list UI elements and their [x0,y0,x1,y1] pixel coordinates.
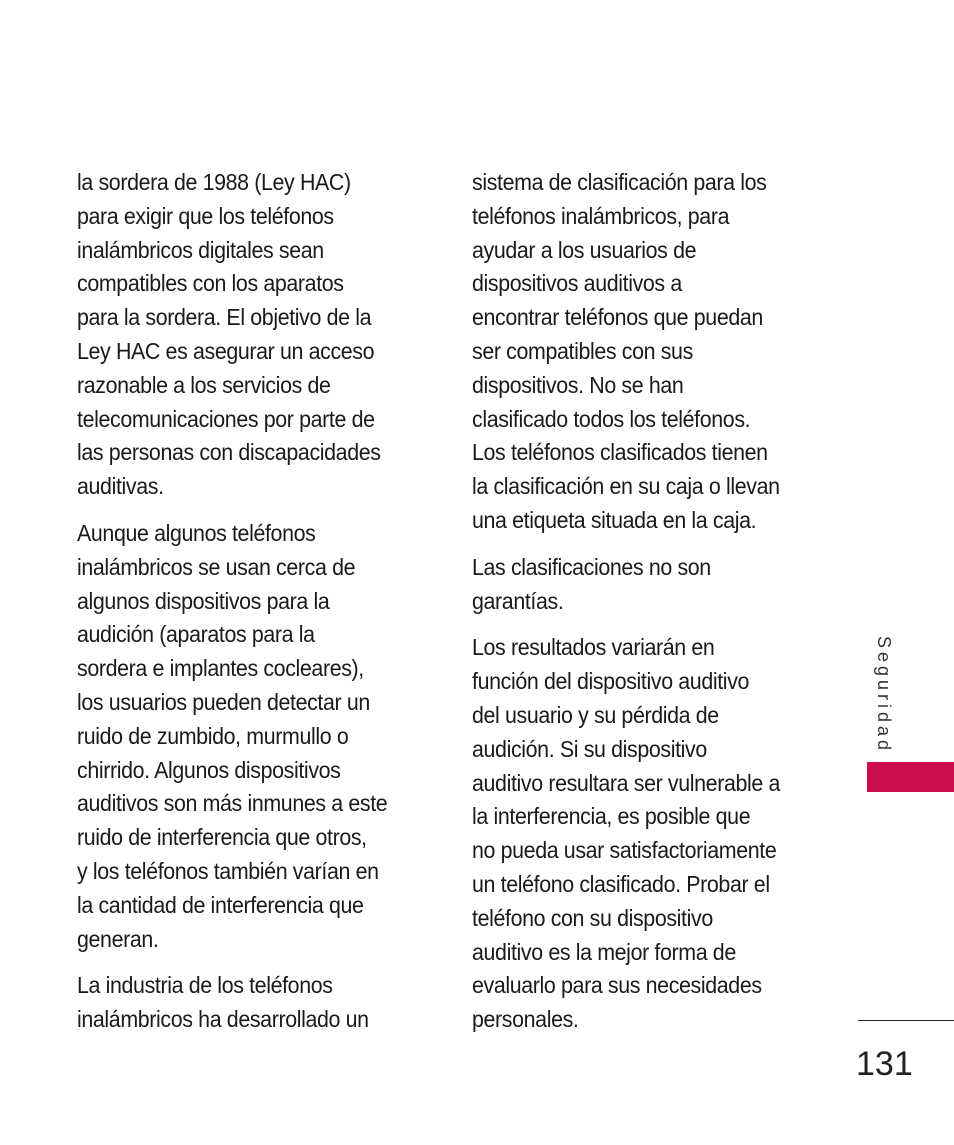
paragraph: sistema de clasificación para los teléfonos inalámbricos, para ayudar a los usuarios de dispositivos auditivos a encontrar teléfonos que puedan ser compatibles con sus dispositivos. No se han clasificado todos los teléfonos. Los teléfonos clasificados tienen la clasificación en su caja o llevan una etiqueta situada en la caja. [472,169,780,533]
paragraph: Los resultados variarán en función del dispositivo auditivo del usuario y su pérdida de audición. Si su dispositivo auditivo resultara ser vulnerable a la interferencia, es posible que no pueda usar satisfactoriamente un teléfono clasificado. Probar el teléfono con su dispositivo auditivo es la mejor forma de evaluarlo para sus necesidades personales. [472,634,781,1033]
section-tab-marker [867,762,954,792]
section-label: Seguridad [874,636,894,755]
paragraph: Aunque algunos teléfonos inalámbricos se usan cerca de algunos dispositivos para la audición (aparatos para la sordera e implantes cocleares), los usuarios pueden detectar un ruido de zumbido, murmullo o chirrido. Algunos dispositivos auditivos son más inmunes a este ruido de interferencia que otros, y los teléfonos también varían en la cantidad de interferencia que generan. [77,519,388,952]
footer-divider [858,1020,954,1021]
page-number: 131 [856,1045,913,1083]
paragraph: La industria de los teléfonos inalámbricos ha desarrollado un [77,972,369,1033]
right-text-column [472,166,824,1050]
left-text-column [77,166,429,1050]
paragraph: Las clasificaciones no son garantías. [472,553,711,614]
paragraph: la sordera de 1988 (Ley HAC) para exigir que los teléfonos inalámbricos digitales sean compatibles con los aparatos para la sordera. El objetivo de la Ley HAC es asegurar un acceso razonable a los servicios de telecomunicaciones por parte de las personas con discapacidades auditivas. [77,169,381,500]
